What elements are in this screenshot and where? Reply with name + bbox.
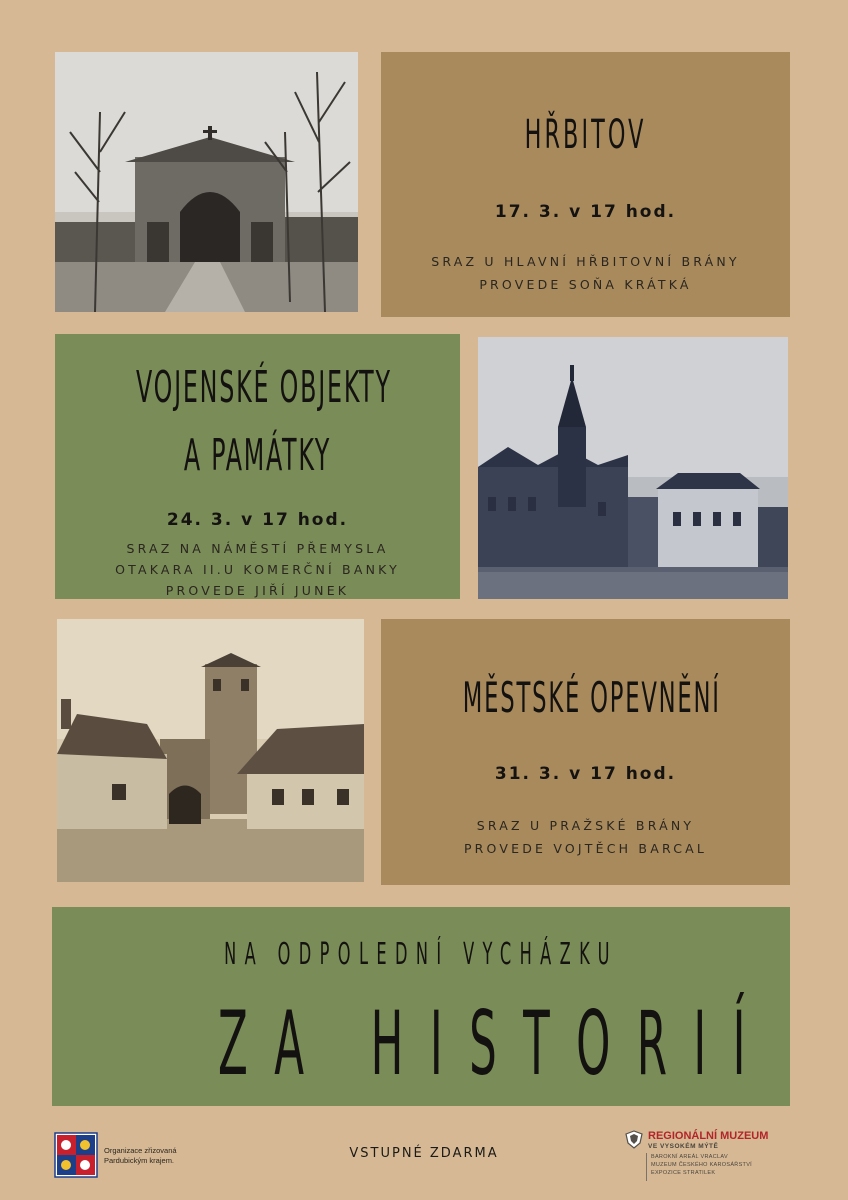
org-line-2: Pardubickým krajem. bbox=[104, 1156, 175, 1165]
event-fortification-meeting: SRAZ U PRAŽSKÉ BRÁNY bbox=[476, 818, 695, 833]
event-cemetery-guide: PROVEDE SOŇA KRÁTKÁ bbox=[479, 277, 692, 292]
event-military-meeting-line1: SRAZ NA NÁMĚSTÍ PŘEMYSLA bbox=[126, 541, 389, 556]
event-fortification-guide: PROVEDE VOJTĚCH BARCAL bbox=[463, 841, 708, 856]
event-cemetery-title: HŘBITOV bbox=[524, 112, 647, 158]
museum-line-2: MUZEUM ČESKÉHO KAROSÁŘSTVÍ bbox=[651, 1162, 753, 1168]
event-cemetery-panel bbox=[381, 52, 790, 317]
town-square-photo bbox=[478, 337, 788, 599]
event-cemetery-meeting: SRAZ U HLAVNÍ HŘBITOVNÍ BRÁNY bbox=[431, 254, 740, 269]
event-military-meeting-line2: OTAKARA II.U KOMERČNÍ BANKY bbox=[115, 562, 400, 577]
event-cemetery-date: 17. 3. v 17 hod. bbox=[494, 202, 677, 222]
museum-line-1: BAROKNÍ AREÁL VRACLAV bbox=[651, 1154, 728, 1160]
museum-divider bbox=[646, 1153, 647, 1181]
museum-logo-icon bbox=[624, 1130, 644, 1150]
free-entry-label: VSTUPNÉ ZDARMA bbox=[349, 1146, 499, 1161]
museum-name: REGIONÁLNÍ MUZEUM bbox=[648, 1130, 769, 1142]
banner-subtitle: NA ODPOLEDNÍ VYCHÁZKU bbox=[224, 937, 618, 972]
museum-line-3: EXPOZICE STRATILEK bbox=[651, 1170, 716, 1176]
museum-subname: VE VYSOKÉM MÝTĚ bbox=[648, 1143, 719, 1150]
event-fortification-panel bbox=[381, 619, 790, 885]
event-military-guide: PROVEDE JIŘÍ JUNEK bbox=[165, 583, 350, 598]
walk-banner bbox=[52, 907, 790, 1106]
org-line-1: Organizace zřizovaná bbox=[104, 1146, 177, 1155]
event-military-title-line1: VOJENSKÉ OBJEKTY bbox=[136, 362, 392, 413]
event-military-date: 24. 3. v 17 hod. bbox=[166, 510, 349, 530]
cemetery-gate-photo bbox=[55, 52, 358, 312]
banner-title: ZA HISTORIÍ bbox=[218, 992, 772, 1095]
event-fortification-date: 31. 3. v 17 hod. bbox=[494, 764, 677, 784]
event-military-panel bbox=[55, 334, 460, 599]
fortification-tower-photo bbox=[57, 619, 364, 882]
event-fortification-title: MĚSTSKÉ OPEVNĚNÍ bbox=[462, 673, 721, 722]
event-military-title-line2: A PAMÁTKY bbox=[183, 430, 332, 481]
